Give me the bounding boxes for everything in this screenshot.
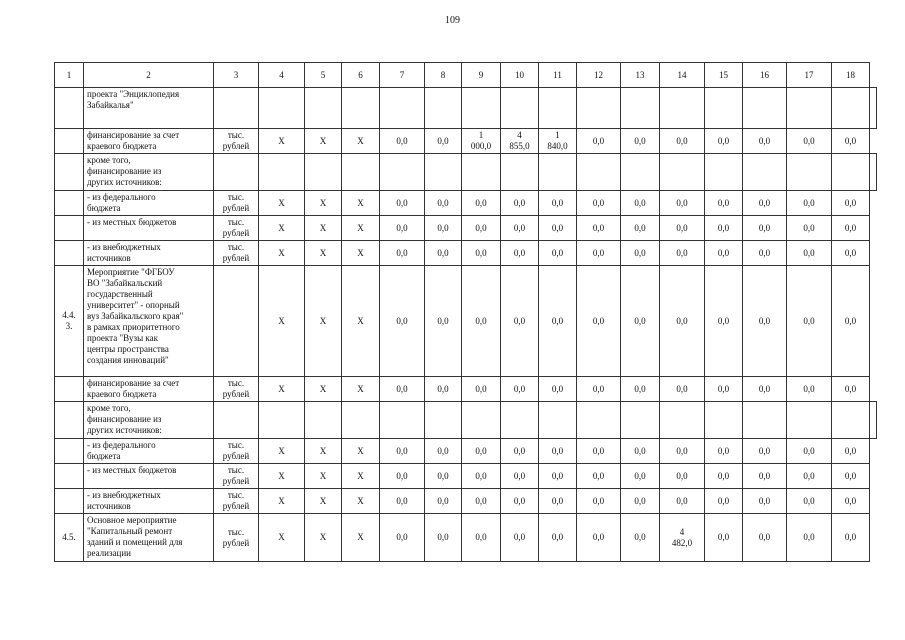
value-cell: 0,0	[539, 464, 577, 489]
value-cell: 0,0	[832, 489, 870, 514]
row-code-cell	[55, 464, 84, 489]
value-cell: 0,0	[425, 266, 462, 377]
value-cell: 0,0	[621, 216, 660, 241]
value-cell	[870, 402, 877, 439]
column-header: 12	[577, 63, 621, 88]
row-description-cell: - из местных бюджетов	[84, 464, 214, 489]
value-cell: 0,0	[577, 191, 621, 216]
value-cell: X	[342, 489, 380, 514]
budget-table	[54, 62, 877, 562]
value-cell: X	[305, 514, 342, 562]
value-cell: 0,0	[705, 129, 743, 154]
value-cell: 0,0	[787, 514, 832, 562]
value-cell: 0,0	[705, 489, 743, 514]
value-cell: 0,0	[832, 216, 870, 241]
value-cell: 0,0	[462, 241, 501, 266]
value-cell: 0,0	[539, 191, 577, 216]
column-header: 18	[832, 63, 870, 88]
column-header: 1	[55, 63, 84, 88]
value-cell: 0,0	[705, 464, 743, 489]
value-cell: 0,0	[832, 377, 870, 402]
value-cell: 0,0	[621, 489, 660, 514]
value-cell: 0,0	[621, 464, 660, 489]
value-cell: 0,0	[660, 489, 705, 514]
value-cell: 0,0	[539, 241, 577, 266]
value-cell: 0,0	[462, 216, 501, 241]
value-cell: 0,0	[501, 191, 539, 216]
row-code-cell	[55, 129, 84, 154]
value-cell: 0,0	[380, 129, 425, 154]
value-cell: 0,0	[787, 266, 832, 377]
table-row	[55, 129, 877, 154]
column-header: 16	[743, 63, 787, 88]
value-cell: 0,0	[621, 514, 660, 562]
value-cell: X	[305, 241, 342, 266]
value-cell: 0,0	[621, 129, 660, 154]
value-cell: X	[342, 191, 380, 216]
value-cell: 0,0	[743, 216, 787, 241]
value-cell: 0,0	[380, 489, 425, 514]
value-cell	[787, 88, 832, 129]
value-cell	[539, 402, 577, 439]
value-cell	[743, 154, 787, 191]
column-header: 13	[621, 63, 660, 88]
row-code-cell	[55, 88, 84, 129]
column-header: 9	[462, 63, 501, 88]
value-cell: 0,0	[832, 129, 870, 154]
value-cell: X	[305, 377, 342, 402]
row-unit-cell: тыс. рублей	[214, 241, 259, 266]
value-cell: 0,0	[425, 216, 462, 241]
row-unit-cell: тыс. рублей	[214, 514, 259, 562]
value-cell: 0,0	[425, 191, 462, 216]
value-cell: 0,0	[425, 129, 462, 154]
row-description-cell: кроме того, финансирование из других источников:	[84, 402, 214, 439]
value-cell: X	[305, 439, 342, 464]
value-cell	[305, 154, 342, 191]
table-row	[55, 191, 877, 216]
value-cell: 0,0	[462, 191, 501, 216]
row-unit-cell	[214, 266, 259, 377]
value-cell: 0,0	[832, 439, 870, 464]
value-cell: 1 840,0	[539, 129, 577, 154]
table-row	[55, 489, 877, 514]
value-cell: 0,0	[380, 514, 425, 562]
row-unit-cell: тыс. рублей	[214, 129, 259, 154]
value-cell: 0,0	[743, 464, 787, 489]
value-cell: 0,0	[743, 266, 787, 377]
value-cell	[832, 402, 870, 439]
value-cell: 0,0	[425, 377, 462, 402]
value-cell: 0,0	[743, 377, 787, 402]
row-code-cell	[55, 377, 84, 402]
table-row	[55, 439, 877, 464]
value-cell: 0,0	[425, 514, 462, 562]
value-cell: 0,0	[743, 489, 787, 514]
value-cell: 0,0	[660, 129, 705, 154]
row-unit-cell	[214, 154, 259, 191]
value-cell	[870, 154, 877, 191]
column-header: 14	[660, 63, 705, 88]
value-cell	[259, 88, 305, 129]
value-cell: 0,0	[705, 439, 743, 464]
row-description-cell: - из местных бюджетов	[84, 216, 214, 241]
value-cell: 0,0	[621, 439, 660, 464]
value-cell: 0,0	[539, 216, 577, 241]
row-description-cell: Мероприятие "ФГБОУ ВО "Забайкальский государственный университет" - опорный вуз Забайкальского края" в рамках приоритетного проекта "Вузы как центры пространства создания инноваций"	[84, 266, 214, 377]
value-cell: X	[305, 216, 342, 241]
value-cell: X	[259, 514, 305, 562]
row-unit-cell: тыс. рублей	[214, 191, 259, 216]
value-cell	[832, 154, 870, 191]
row-unit-cell: тыс. рублей	[214, 489, 259, 514]
value-cell: 0,0	[425, 464, 462, 489]
value-cell	[705, 88, 743, 129]
table-row	[55, 241, 877, 266]
value-cell: 0,0	[660, 464, 705, 489]
value-cell: 0,0	[832, 191, 870, 216]
row-code-cell: 4.5.	[55, 514, 84, 562]
value-cell: 0,0	[380, 464, 425, 489]
value-cell: 4 482,0	[660, 514, 705, 562]
value-cell	[577, 402, 621, 439]
value-cell: 0,0	[577, 216, 621, 241]
value-cell: 0,0	[462, 514, 501, 562]
value-cell	[305, 402, 342, 439]
value-cell	[660, 402, 705, 439]
value-cell	[870, 88, 877, 129]
row-code-cell	[55, 402, 84, 439]
value-cell: 0,0	[743, 514, 787, 562]
value-cell: 0,0	[621, 241, 660, 266]
value-cell: 0,0	[380, 439, 425, 464]
value-cell: 0,0	[380, 241, 425, 266]
column-header: 5	[305, 63, 342, 88]
value-cell	[342, 402, 380, 439]
value-cell: 0,0	[501, 439, 539, 464]
row-description-cell: кроме того, финансирование из других источников:	[84, 154, 214, 191]
row-description-cell: Основное мероприятие "Капитальный ремонт зданий и помещений для реализации	[84, 514, 214, 562]
row-unit-cell: тыс. рублей	[214, 439, 259, 464]
column-header: 10	[501, 63, 539, 88]
table-row	[55, 154, 877, 191]
value-cell: X	[259, 464, 305, 489]
column-header: 4	[259, 63, 305, 88]
value-cell: 0,0	[380, 191, 425, 216]
value-cell: 0,0	[787, 216, 832, 241]
table-row	[55, 88, 877, 129]
column-header: 3	[214, 63, 259, 88]
value-cell: 0,0	[501, 241, 539, 266]
row-code-cell	[55, 241, 84, 266]
value-cell: 0,0	[832, 514, 870, 562]
value-cell: 0,0	[577, 241, 621, 266]
row-description-cell: - из федерального бюджета	[84, 191, 214, 216]
value-cell	[425, 88, 462, 129]
value-cell: X	[259, 439, 305, 464]
row-unit-cell: тыс. рублей	[214, 216, 259, 241]
value-cell	[743, 88, 787, 129]
value-cell: 0,0	[787, 489, 832, 514]
row-description-cell: - из внебюджетных источников	[84, 489, 214, 514]
value-cell: X	[342, 514, 380, 562]
value-cell: 0,0	[787, 129, 832, 154]
value-cell	[660, 88, 705, 129]
value-cell: 0,0	[787, 191, 832, 216]
value-cell: 0,0	[425, 439, 462, 464]
value-cell: 0,0	[660, 266, 705, 377]
value-cell: 0,0	[539, 439, 577, 464]
value-cell: 0,0	[462, 464, 501, 489]
value-cell: X	[305, 191, 342, 216]
table-row	[55, 464, 877, 489]
row-description-cell: - из внебюджетных источников	[84, 241, 214, 266]
value-cell	[501, 154, 539, 191]
page-number: 109	[445, 15, 460, 26]
value-cell: 0,0	[539, 266, 577, 377]
value-cell	[380, 154, 425, 191]
value-cell: 0,0	[577, 489, 621, 514]
value-cell: 1 000,0	[462, 129, 501, 154]
value-cell: X	[342, 439, 380, 464]
value-cell: 0,0	[621, 377, 660, 402]
value-cell: 0,0	[425, 489, 462, 514]
value-cell: 0,0	[705, 266, 743, 377]
value-cell: 0,0	[621, 266, 660, 377]
value-cell: 0,0	[705, 514, 743, 562]
row-unit-cell	[214, 402, 259, 439]
value-cell	[462, 402, 501, 439]
value-cell: 0,0	[380, 266, 425, 377]
value-cell: 0,0	[577, 514, 621, 562]
value-cell: 0,0	[539, 489, 577, 514]
row-unit-cell: тыс. рублей	[214, 377, 259, 402]
value-cell: 0,0	[501, 489, 539, 514]
row-description-cell: финансирование за счет краевого бюджета	[84, 377, 214, 402]
value-cell: 0,0	[743, 129, 787, 154]
value-cell: X	[342, 129, 380, 154]
value-cell	[539, 88, 577, 129]
row-code-cell	[55, 154, 84, 191]
value-cell: 0,0	[660, 241, 705, 266]
value-cell: X	[259, 129, 305, 154]
row-code-cell	[55, 439, 84, 464]
row-description-cell: финансирование за счет краевого бюджета	[84, 129, 214, 154]
column-header: 2	[84, 63, 214, 88]
row-description-cell: проекта "Энциклопедия Забайкалья"	[84, 88, 214, 129]
value-cell: 0,0	[743, 191, 787, 216]
table-row	[55, 216, 877, 241]
value-cell: 0,0	[787, 377, 832, 402]
value-cell: 0,0	[743, 439, 787, 464]
table-body	[55, 63, 877, 562]
value-cell: X	[305, 266, 342, 377]
value-cell: 0,0	[539, 514, 577, 562]
column-number-header-row	[55, 63, 877, 88]
value-cell: 0,0	[660, 377, 705, 402]
value-cell: X	[259, 191, 305, 216]
value-cell: X	[259, 216, 305, 241]
value-cell: 0,0	[705, 216, 743, 241]
value-cell	[621, 88, 660, 129]
value-cell	[425, 402, 462, 439]
value-cell	[621, 154, 660, 191]
value-cell	[621, 402, 660, 439]
value-cell	[259, 402, 305, 439]
value-cell: 0,0	[577, 129, 621, 154]
value-cell: 0,0	[462, 489, 501, 514]
value-cell	[305, 88, 342, 129]
value-cell: 0,0	[380, 216, 425, 241]
value-cell: X	[342, 241, 380, 266]
value-cell: 0,0	[787, 241, 832, 266]
column-header: 15	[705, 63, 743, 88]
value-cell	[462, 154, 501, 191]
row-code-cell	[55, 191, 84, 216]
value-cell: 0,0	[660, 439, 705, 464]
value-cell: 0,0	[501, 216, 539, 241]
value-cell: X	[305, 129, 342, 154]
row-code-cell: 4.4. 3.	[55, 266, 84, 377]
value-cell	[462, 88, 501, 129]
value-cell: X	[342, 377, 380, 402]
value-cell	[787, 402, 832, 439]
value-cell: 0,0	[832, 241, 870, 266]
row-unit-cell	[214, 88, 259, 129]
value-cell	[705, 402, 743, 439]
row-code-cell	[55, 489, 84, 514]
value-cell: 0,0	[501, 377, 539, 402]
row-unit-cell: тыс. рублей	[214, 464, 259, 489]
value-cell: 0,0	[380, 377, 425, 402]
value-cell	[380, 88, 425, 129]
value-cell: 0,0	[660, 216, 705, 241]
value-cell	[259, 154, 305, 191]
value-cell	[380, 402, 425, 439]
table-row	[55, 514, 877, 562]
row-code-cell	[55, 216, 84, 241]
value-cell: X	[259, 377, 305, 402]
value-cell: 0,0	[501, 266, 539, 377]
value-cell: 0,0	[577, 439, 621, 464]
value-cell	[743, 402, 787, 439]
value-cell: 0,0	[787, 464, 832, 489]
value-cell	[577, 88, 621, 129]
value-cell: X	[305, 489, 342, 514]
value-cell	[539, 154, 577, 191]
table-row	[55, 377, 877, 402]
value-cell: 0,0	[462, 377, 501, 402]
value-cell: X	[342, 464, 380, 489]
table-row	[55, 402, 877, 439]
value-cell: 0,0	[577, 464, 621, 489]
value-cell: 4 855,0	[501, 129, 539, 154]
value-cell: 0,0	[705, 191, 743, 216]
value-cell	[577, 154, 621, 191]
value-cell	[705, 154, 743, 191]
value-cell: 0,0	[425, 241, 462, 266]
value-cell: 0,0	[743, 241, 787, 266]
value-cell: 0,0	[462, 439, 501, 464]
value-cell: 0,0	[832, 464, 870, 489]
column-header: 6	[342, 63, 380, 88]
value-cell	[342, 88, 380, 129]
value-cell	[787, 154, 832, 191]
value-cell	[832, 88, 870, 129]
value-cell: X	[259, 266, 305, 377]
table-row	[55, 266, 877, 377]
value-cell	[501, 88, 539, 129]
value-cell: 0,0	[539, 377, 577, 402]
value-cell	[342, 154, 380, 191]
value-cell: 0,0	[462, 266, 501, 377]
value-cell: 0,0	[501, 514, 539, 562]
value-cell: 0,0	[787, 439, 832, 464]
value-cell: X	[259, 241, 305, 266]
value-cell: X	[342, 216, 380, 241]
column-header: 7	[380, 63, 425, 88]
value-cell: 0,0	[705, 241, 743, 266]
column-header: 11	[539, 63, 577, 88]
value-cell: 0,0	[660, 191, 705, 216]
value-cell	[501, 402, 539, 439]
row-description-cell: - из федерального бюджета	[84, 439, 214, 464]
value-cell: 0,0	[832, 266, 870, 377]
value-cell: 0,0	[501, 464, 539, 489]
column-header: 8	[425, 63, 462, 88]
value-cell: X	[342, 266, 380, 377]
value-cell: X	[305, 464, 342, 489]
value-cell: X	[259, 489, 305, 514]
value-cell: 0,0	[621, 191, 660, 216]
value-cell	[660, 154, 705, 191]
value-cell: 0,0	[577, 377, 621, 402]
value-cell: 0,0	[577, 266, 621, 377]
value-cell	[425, 154, 462, 191]
column-header: 17	[787, 63, 832, 88]
value-cell: 0,0	[705, 377, 743, 402]
